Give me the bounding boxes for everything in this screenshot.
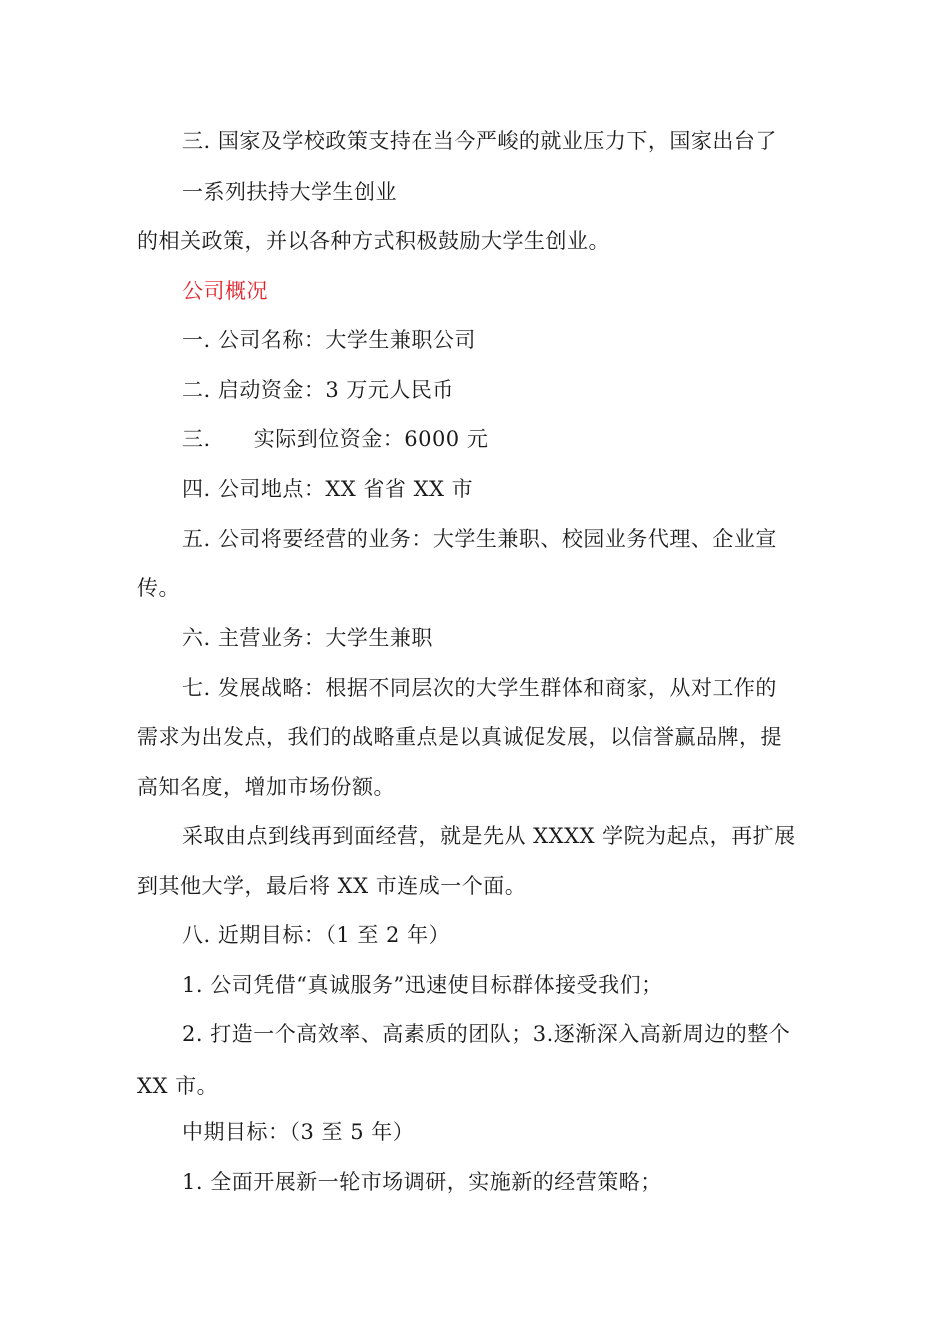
short-term-goal-2-line-1: 2. 打造一个高效率、高素质的团队；3.逐渐深入高新周边的整个	[182, 1022, 791, 1046]
item-main-business: 六. 主营业务：大学生兼职	[182, 626, 433, 650]
paragraph-expansion-line-2: 到其他大学，最后将 XX 市连成一个面。	[137, 874, 527, 898]
item-strategy-line-2: 需求为出发点，我们的战略重点是以真诚促发展，以信誉赢品牌，提	[137, 725, 782, 749]
item-short-term-goals: 八. 近期目标：（1 至 2 年）	[182, 923, 451, 947]
item-strategy-line-1: 七. 发展战略：根据不同层次的大学生群体和商家，从对工作的	[182, 676, 777, 700]
item-business-scope-line-1: 五. 公司将要经营的业务：大学生兼职、校园业务代理、企业宣	[182, 527, 777, 551]
mid-term-goal-1: 1. 全面开展新一轮市场调研，实施新的经营策略；	[182, 1170, 662, 1194]
item-mid-term-goals: 中期目标：（3 至 5 年）	[182, 1120, 415, 1144]
item-company-location: 四. 公司地点：XX 省省 XX 市	[182, 477, 474, 501]
short-term-goal-1: 1. 公司凭借“真诚服务”迅速使目标群体接受我们；	[182, 973, 663, 997]
paragraph-expansion-line-1: 采取由点到线再到面经营，就是先从 XXXX 学院为起点，再扩展	[182, 824, 796, 848]
paragraph-policy-line-2: 一系列扶持大学生创业	[182, 180, 397, 204]
short-term-goal-2-line-2: XX 市。	[137, 1074, 219, 1098]
item-company-name: 一. 公司名称：大学生兼职公司	[182, 328, 476, 352]
section-heading-company-overview: 公司概况	[182, 279, 268, 303]
item-strategy-line-3: 高知名度，增加市场份额。	[137, 775, 395, 799]
item-startup-capital: 二. 启动资金：3 万元人民币	[182, 378, 454, 402]
paragraph-policy-line-3: 的相关政策，并以各种方式积极鼓励大学生创业。	[137, 229, 610, 253]
item-business-scope-line-2: 传。	[137, 576, 180, 600]
paragraph-policy-line-1: 三. 国家及学校政策支持在当今严峻的就业压力下，国家出台了	[182, 129, 777, 153]
item-paid-in-capital: 三. 实际到位资金：6000 元	[182, 427, 489, 451]
